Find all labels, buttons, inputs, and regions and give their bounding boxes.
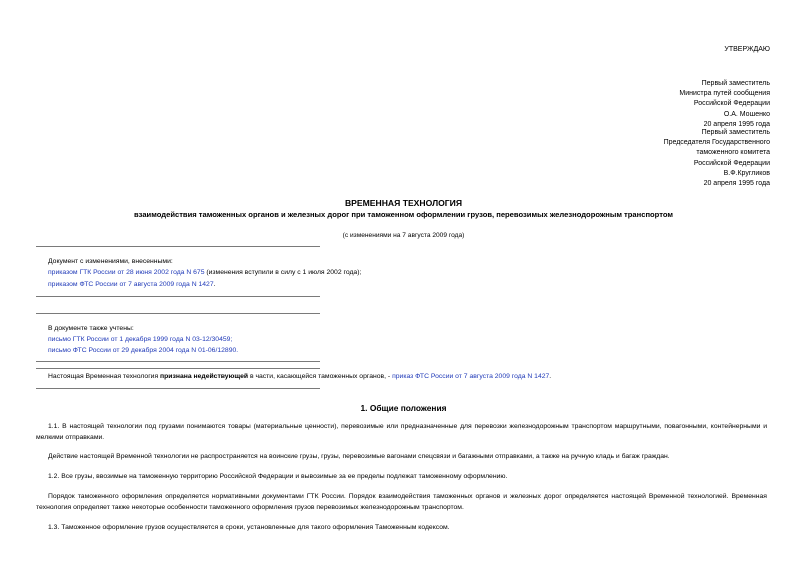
considered-item [48,336,232,343]
notice-text: . [549,373,552,380]
considered-intro: В документе также учтены: [48,325,134,332]
approval-line: таможенного комитета [696,149,770,157]
order-link[interactable]: приказом ФТС России от 7 августа 2009 года N 1427 [48,281,214,288]
document-subtitle: взаимодействия таможенных органов и железных дорог при таможенном оформлении грузов, перевозимых железнодорожным транспортом [133,210,673,219]
approval-heading: УТВЕРЖДАЮ [724,46,770,53]
divider [36,246,320,247]
approval-line: Председателя Государственного [663,139,770,147]
amendment-note: (с изменениями на 7 августа 2009 года) [342,232,465,239]
changes-item-text: (изменения вступили в силу с 1 июля 2002 года); [204,269,362,276]
paragraph: 1.2. Все грузы, ввозимые на таможенную территорию Российской Федерации и вывозимые за ее пределы подлежат таможенному оформлению. [48,473,508,480]
notice-text: в части, касающейся таможенных органов, - [248,373,393,380]
divider [36,388,320,389]
approval-block-customs [664,128,770,189]
approval-line: 20 апреля 1995 года [703,120,770,128]
paragraph: Действие настоящей Временной технологии не распространяется на воинские грузы, грузы, перевозимые вагонами спецсвязи и багажными отправками, а также на ручную кладь и багаж граждан. [48,453,670,460]
status-notice [48,373,551,380]
approval-block-ministry [679,79,770,130]
approval-line: О.А. Мошенко [723,110,770,118]
approval-line: Первый заместитель [701,80,770,87]
paragraph: 1.3. Таможенное оформление грузов осуществляется в сроки, установленные для такого оформления Таможенным кодексом. [48,524,450,531]
notice-text: Настоящая Временная технология [48,373,161,380]
approval-line: Российской Федерации [693,159,770,167]
order-link[interactable]: приказ ФТС России от 7 августа 2009 года N 1427 [392,373,550,380]
changes-item [48,269,361,276]
changes-item [48,281,216,288]
document-title: ВРЕМЕННАЯ ТЕХНОЛОГИЯ [344,198,463,208]
notice-status: признана недействующей [160,373,249,380]
approval-line: Первый заместитель [701,129,770,136]
changes-item-text: . [213,281,216,288]
changes-intro: Документ с изменениями, внесенными: [48,258,173,265]
approval-line: Министра путей сообщения [679,90,770,98]
divider [36,368,320,369]
divider [36,313,320,314]
paragraph: Порядок таможенного оформления определяется нормативными документами ГТК России. Порядок взаимодействия таможенных органов и железных дорог определяется настоящей Временной технологией. Временная технология определяет также некоторые особенности таможенного оформления грузов перевозимых железнодорожным транспортом. [36,493,767,511]
paragraph: 1.1. В настоящей технологии под грузами понимаются товары (материальные ценности), перевозимые или предназначенные для перевозки железнодорожным транспортом маршрутными, повагонными, контейнерными и мелкими отправками. [36,423,767,441]
approval-line: 20 апреля 1995 года [703,180,770,188]
divider [36,361,320,362]
approval-line: Российской Федерации [693,100,770,108]
considered-item [48,347,238,354]
section-heading: 1. Общие положения [360,403,447,413]
letter-link[interactable]: письмо ФТС России от 29 декабря 2004 года N 01-06/12890. [48,347,239,354]
order-link[interactable]: приказом ГТК России от 28 июня 2002 года N 675 [48,269,205,276]
divider [36,296,320,297]
approval-line: В.Ф.Кругликов [723,169,770,177]
letter-link[interactable]: письмо ГТК России от 1 декабря 1999 года N 03-12/30459; [48,336,233,343]
